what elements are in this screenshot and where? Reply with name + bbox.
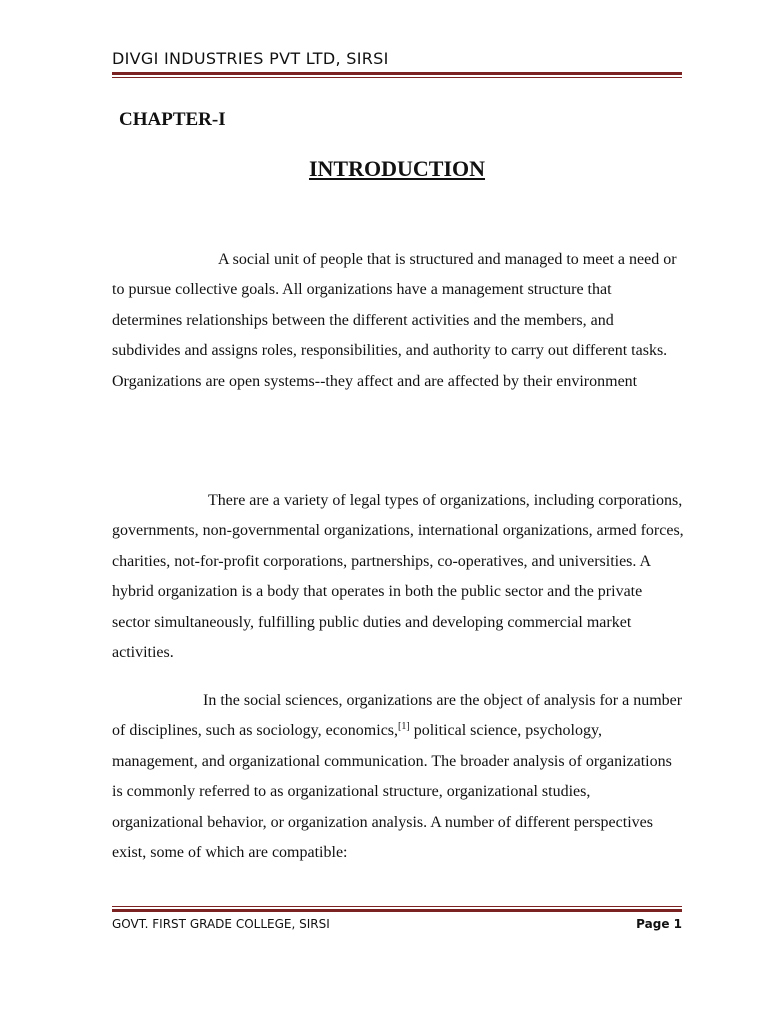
paragraph-3 (112, 686, 684, 868)
paragraph-1: A social unit of people that is structured and managed to meet a need or to pursue collective goals. All organizations have a management structure that determines relationships between the different activities and the members, and subdivides and assigns roles, responsibilities, and authority to carry out different tasks. Organizations are open systems--they affect and are affected by their environment (112, 251, 677, 390)
paragraph-3-text-before: In the social sciences, organizations are the object of analysis for a number of disciplines, such as sociology, economics, (112, 692, 683, 740)
page-number: Page 1 (636, 917, 682, 931)
footer-college-name: GOVT. FIRST GRADE COLLEGE, SIRSI (112, 917, 330, 931)
paragraph-2: There are a variety of legal types of organizations, including corporations, governments, non-governmental organizations, international organizations, armed forces, charities, not-for-profit corporations, partnerships, co-operatives, and universities. A hybrid organization is a body that operates in both the public sector and the private sector simultaneously, fulfilling public duties and developing commercial market activities. (112, 492, 684, 662)
section-title: INTRODUCTION (308, 156, 486, 181)
chapter-heading: CHAPTER-I (119, 109, 226, 130)
footer-row (112, 916, 682, 932)
header-rule-thick (112, 72, 682, 75)
citation-link[interactable]: [1] (398, 721, 410, 733)
header-title: DIVGI INDUSTRIES PVT LTD, SIRSI (112, 49, 389, 68)
footer-rule-thin (112, 906, 682, 907)
page-footer (112, 906, 682, 932)
paragraph-3-text-after: political science, psychology, management, and organizational communication. The broader analysis of organizations is commonly referred to as organizational structure, organizational studies, organizational behavior, or organization analysis. A number of different perspectives exist, some of which are compatible: (112, 722, 672, 862)
page-header (112, 48, 682, 78)
header-rule-thin (112, 77, 682, 78)
footer-rule-thick (112, 909, 682, 912)
